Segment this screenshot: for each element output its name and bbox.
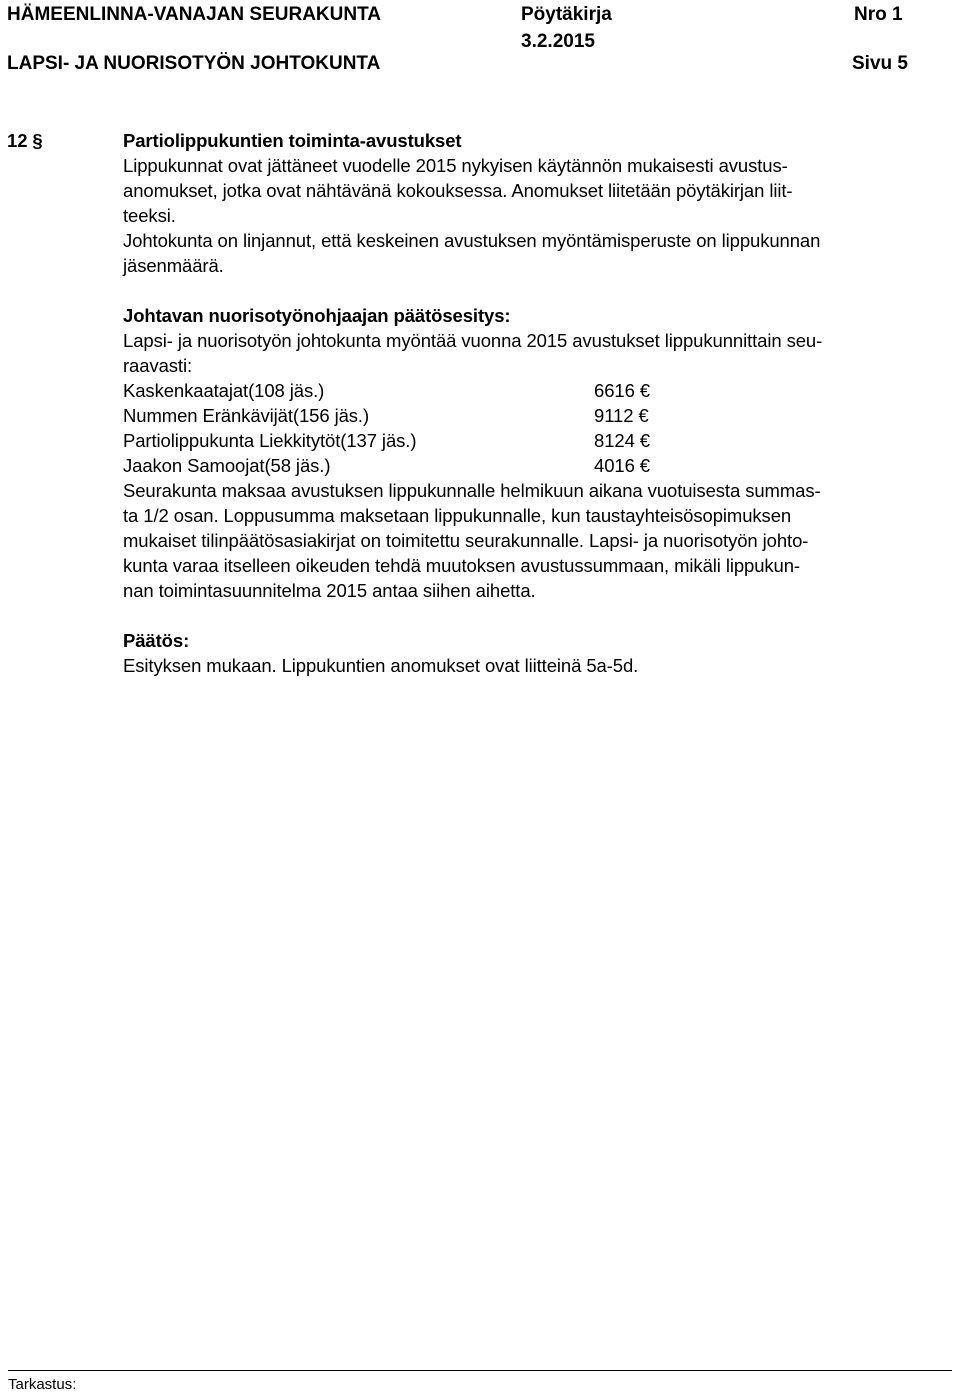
document-type: Pöytäkirja	[521, 4, 612, 25]
intro-paragraph	[123, 153, 820, 278]
grant-name: Jaakon Samoojat(58 jäs.)	[123, 455, 331, 476]
document-number: Nro 1	[854, 4, 903, 25]
intro-line: Lippukunnat ovat jättäneet vuodelle 2015 nykyisen käytännön mukaisesti avustus-	[123, 155, 788, 176]
board-name: LAPSI- JA NUORISOTYÖN JOHTOKUNTA	[7, 53, 381, 74]
meeting-date: 3.2.2015	[521, 31, 595, 52]
section-title: Partiolippukuntien toiminta-avustukset	[123, 130, 462, 151]
grant-amount: 6616 €	[594, 380, 650, 401]
intro-line: anomukset, jotka ovat nähtävänä kokouksessa. Anomukset liitetään pöytäkirjan liit-	[123, 180, 793, 201]
payment-line: ta 1/2 osan. Loppusumma maksetaan lippukunnalle, kun taustayhteisösopimuksen	[123, 505, 792, 526]
section-number: 12 §	[7, 130, 43, 151]
check-label: Tarkastus:	[8, 1376, 77, 1393]
grant-name: Kaskenkaatajat(108 jäs.)	[123, 380, 325, 401]
grant-amount: 8124 €	[594, 430, 650, 451]
payment-line: mukaiset tilinpäätösasiakirjat on toimitettu seurakunnalle. Lapsi- ja nuorisotyön johto-	[123, 530, 809, 551]
grant-amount: 9112 €	[594, 405, 649, 426]
payment-line: Seurakunta maksaa avustuksen lippukunnalle helmikuun aikana vuotuisesta summas-	[123, 480, 821, 501]
payment-line: nan toimintasuunnitelma 2015 antaa siihen aihetta.	[123, 580, 536, 601]
page-number: Sivu 5	[852, 53, 908, 74]
footer-divider	[8, 1370, 952, 1371]
decision-text: Esityksen mukaan. Lippukuntien anomukset ovat liitteinä 5a-5d.	[123, 655, 639, 676]
intro-line: teeksi.	[123, 205, 176, 226]
proposal-heading: Johtavan nuorisotyönohjaajan päätösesitys:	[123, 305, 511, 326]
decision-heading: Päätös:	[123, 630, 190, 651]
proposal-line: raavasti:	[123, 355, 193, 376]
payment-paragraph	[123, 478, 821, 603]
intro-line: Johtokunta on linjannut, että keskeinen avustuksen myöntämisperuste on lippukunnan	[123, 230, 821, 251]
grant-amount: 4016 €	[594, 455, 650, 476]
intro-line: jäsenmäärä.	[123, 255, 224, 276]
proposal-line: Lapsi- ja nuorisotyön johtokunta myöntää vuonna 2015 avustukset lippukunnittain seu-	[123, 330, 823, 351]
grant-name: Partiolippukunta Liekkitytöt(137 jäs.)	[123, 430, 417, 451]
payment-line: kunta varaa itselleen oikeuden tehdä muutoksen avustussummaan, mikäli lippukun-	[123, 555, 800, 576]
organization-name: HÄMEENLINNA-VANAJAN SEURAKUNTA	[7, 4, 382, 25]
grant-name: Nummen Eränkävijät(156 jäs.)	[123, 405, 370, 426]
proposal-paragraph	[123, 328, 822, 378]
